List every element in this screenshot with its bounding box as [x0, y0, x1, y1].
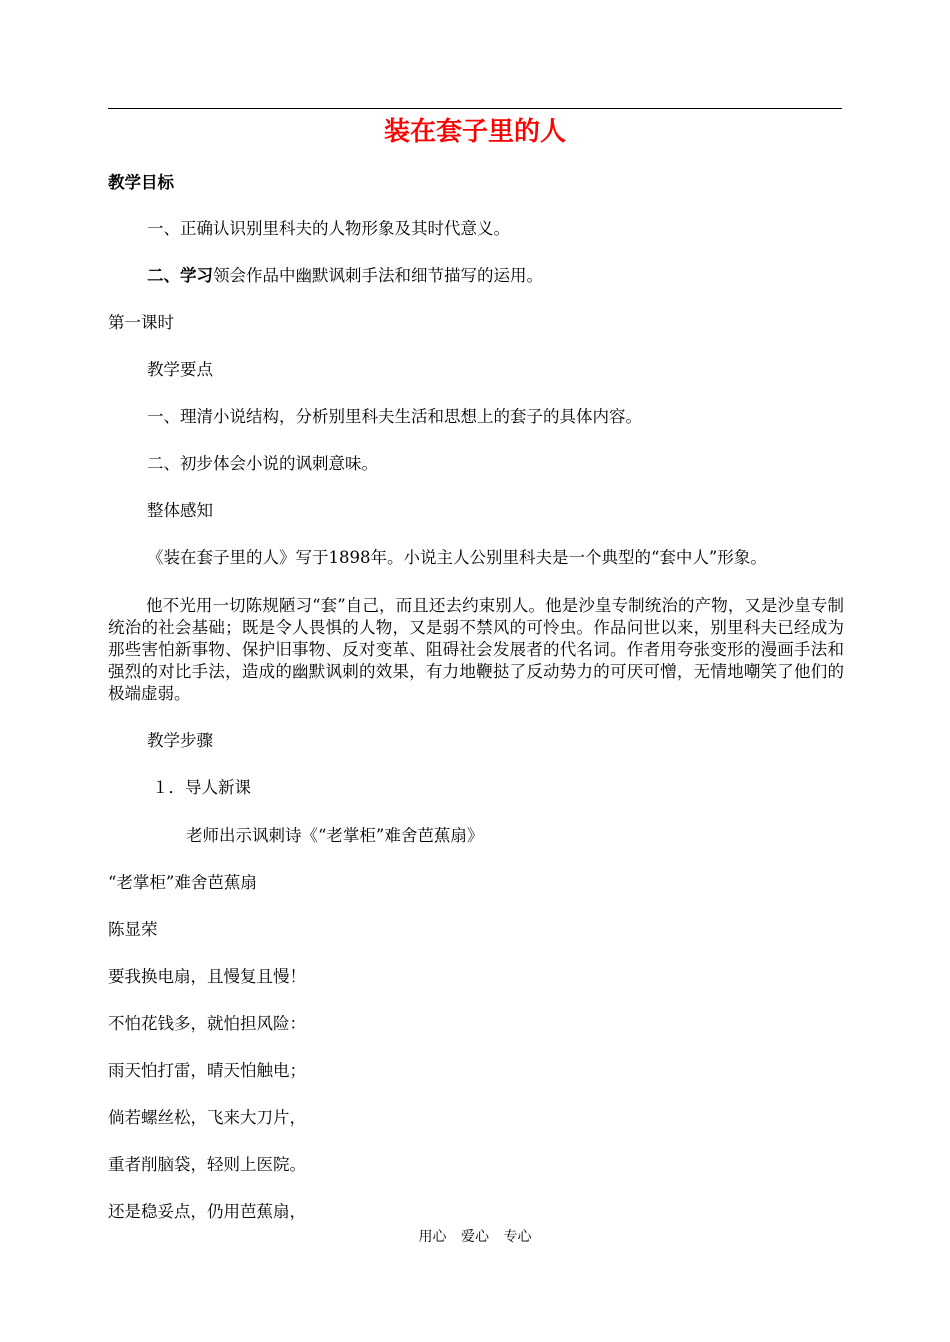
poem-line: 还是稳妥点，仍用芭蕉扇，	[108, 1202, 306, 1221]
page-footer: 用心 爱心 专心	[418, 1229, 532, 1245]
header-rule	[108, 108, 842, 109]
overview-line: 《装在套子里的人》写于1898年。小说主人公别里科夫是一个典型的“套中人”形象。	[147, 548, 767, 567]
overview-heading: 整体感知	[147, 501, 213, 520]
poem-line: 不怕花钱多，就怕担风险：	[108, 1014, 306, 1033]
goal-1: 一、正确认识别里科夫的人物形象及其时代意义。	[147, 219, 510, 238]
key-point-1: 一、理清小说结构，分析别里科夫生活和思想上的套子的具体内容。	[147, 407, 642, 426]
overview-paragraph: 他不光用一切陈规陋习“套”自己，而且还去约束别人。他是沙皇专制统治的产物，又是沙皇专制统治的社会基础；既是令人畏惧的人物，又是弱不禁风的可怜虫。作品问世以来，别里科夫已经成为那些害怕新事物、保护旧事物、反对变革、阻碍社会发展者的代名词。作者用夸张变形的漫画手法和强烈的对比手法，造成的幽默讽刺的效果，有力地鞭挞了反动势力的可厌可憎，无情地嘲笑了他们的极端虚弱。	[108, 596, 844, 703]
document-title: 装在套子里的人	[383, 117, 566, 147]
key-point-2: 二、初步体会小说的讽刺意味。	[147, 454, 378, 473]
steps-heading: 教学步骤	[147, 731, 213, 750]
goal-2	[147, 264, 543, 288]
goal-2-bold: 二、学习	[147, 266, 213, 285]
lesson-label: 第一课时	[108, 313, 174, 332]
poem-title: “老掌柜”难舍芭蕉扇	[108, 873, 257, 892]
poem-line: 倘若螺丝松，飞来大刀片，	[108, 1108, 306, 1127]
poem-line: 要我换电扇，且慢复且慢！	[108, 967, 306, 986]
poem-line: 重者削脑袋，轻则上医院。	[108, 1155, 306, 1174]
goal-2-rest: 领会作品中幽默讽刺手法和细节描写的运用。	[213, 266, 543, 285]
step-1: １．导人新课	[152, 778, 251, 797]
poem-author: 陈显荣	[108, 920, 158, 939]
heading-goals: 教学目标	[108, 173, 174, 192]
key-points-heading: 教学要点	[147, 360, 213, 379]
poem-intro: 老师出示讽刺诗《“老掌柜”难舍芭蕉扇》	[186, 826, 484, 845]
poem-line: 雨天怕打雷，晴天怕触电；	[108, 1061, 306, 1080]
